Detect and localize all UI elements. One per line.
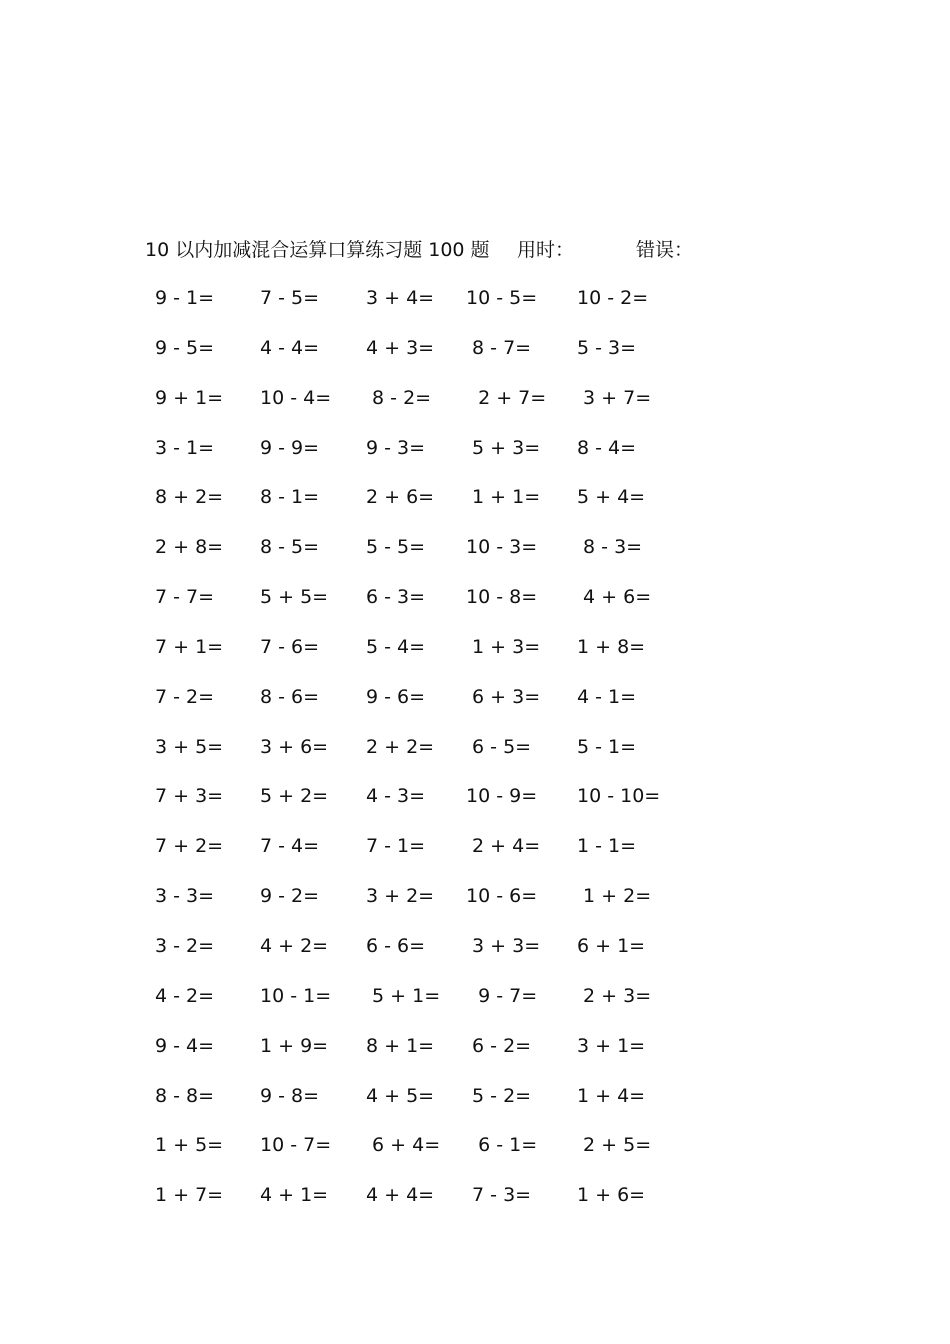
problem-item: 5 + 1= — [366, 984, 441, 1007]
problem-item: 9 - 3= — [366, 436, 426, 459]
worksheet-title: 10 以内加减混合运算口算练习题 100 题 — [145, 239, 490, 261]
problem-row — [145, 283, 705, 333]
problem-item: 4 + 6= — [577, 586, 652, 609]
problem-row — [145, 881, 705, 931]
problem-item: 7 - 6= — [260, 635, 320, 658]
problem-item: 5 - 5= — [366, 536, 426, 559]
problem-item: 10 - 2= — [577, 287, 649, 309]
problem-item: 7 - 2= — [155, 685, 215, 708]
problem-item: 10 - 4= — [260, 386, 332, 409]
problem-item: 6 - 5= — [466, 735, 532, 758]
problem-row — [145, 1130, 705, 1180]
problem-item: 4 + 2= — [260, 934, 329, 957]
problem-item: 8 - 6= — [260, 685, 320, 708]
problem-item: 3 + 2= — [366, 885, 435, 908]
problem-row — [145, 632, 705, 682]
problem-item: 4 + 3= — [366, 336, 435, 359]
problem-item: 2 + 2= — [366, 735, 435, 758]
problem-row — [145, 383, 705, 433]
problem-row — [145, 1081, 705, 1131]
problem-item: 6 - 1= — [466, 1134, 538, 1157]
problem-row — [145, 682, 705, 732]
problem-item: 2 + 7= — [466, 386, 547, 409]
problem-item: 3 - 3= — [155, 885, 215, 908]
problem-item: 2 + 5= — [577, 1134, 652, 1157]
problem-row — [145, 433, 705, 483]
problem-item: 10 - 7= — [260, 1134, 332, 1157]
problem-row — [145, 732, 705, 782]
problem-item: 3 + 5= — [155, 735, 224, 758]
problem-item: 1 + 1= — [466, 486, 541, 509]
problem-item: 5 - 2= — [466, 1084, 532, 1107]
problem-item: 9 - 8= — [260, 1084, 320, 1107]
problem-item: 3 - 2= — [155, 934, 215, 957]
problem-item: 7 - 3= — [466, 1184, 532, 1207]
problem-item: 5 - 3= — [577, 336, 637, 359]
problem-item: 1 + 5= — [155, 1134, 224, 1157]
problem-row — [145, 532, 705, 582]
problem-item: 1 + 6= — [577, 1184, 646, 1207]
problem-item: 6 - 6= — [366, 934, 426, 957]
problem-item: 3 + 4= — [366, 287, 435, 309]
problem-item: 3 + 3= — [466, 934, 541, 957]
problem-item: 2 + 8= — [155, 536, 224, 559]
problem-item: 6 - 2= — [466, 1034, 532, 1057]
problem-item: 3 - 1= — [155, 436, 215, 459]
problem-item: 10 - 3= — [466, 536, 538, 559]
problem-item: 4 + 5= — [366, 1084, 435, 1107]
problem-item: 5 - 1= — [577, 735, 637, 758]
problem-item: 1 + 7= — [155, 1184, 224, 1207]
problem-row — [145, 482, 705, 532]
problem-row — [145, 831, 705, 881]
problem-item: 1 + 9= — [260, 1034, 329, 1057]
problem-item: 9 - 6= — [366, 685, 426, 708]
problem-item: 7 - 7= — [155, 586, 215, 609]
problem-item: 8 - 3= — [577, 536, 643, 559]
problem-item: 9 - 1= — [155, 287, 215, 309]
problem-item: 7 - 5= — [260, 287, 320, 309]
problem-item: 1 + 3= — [466, 635, 541, 658]
problem-item: 8 + 1= — [366, 1034, 435, 1057]
problem-item: 8 - 5= — [260, 536, 320, 559]
problem-item: 8 - 2= — [366, 386, 432, 409]
problem-item: 8 + 2= — [155, 486, 224, 509]
worksheet-header — [145, 236, 745, 264]
problem-item: 5 + 4= — [577, 486, 646, 509]
problem-item: 7 + 3= — [155, 785, 224, 808]
problem-item: 6 + 1= — [577, 934, 646, 957]
problem-item: 6 - 3= — [366, 586, 426, 609]
problem-item: 1 - 1= — [577, 835, 637, 858]
problem-item: 5 + 2= — [260, 785, 329, 808]
problem-item: 9 + 1= — [155, 386, 224, 409]
problem-item: 9 - 2= — [260, 885, 320, 908]
problem-item: 7 + 2= — [155, 835, 224, 858]
problem-item: 4 + 4= — [366, 1184, 435, 1207]
problem-item: 9 - 5= — [155, 336, 215, 359]
problem-item: 4 - 3= — [366, 785, 426, 808]
problem-item: 5 + 5= — [260, 586, 329, 609]
problem-item: 10 - 1= — [260, 984, 332, 1007]
problem-item: 9 - 7= — [466, 984, 538, 1007]
errors-label: 错误： — [636, 239, 694, 261]
problem-item: 3 + 7= — [577, 386, 652, 409]
problem-item: 10 - 10= — [577, 785, 661, 808]
problem-row — [145, 1031, 705, 1081]
problem-item: 3 + 1= — [577, 1034, 646, 1057]
problem-item: 8 - 1= — [260, 486, 320, 509]
problem-item: 4 - 2= — [155, 984, 215, 1007]
problem-row — [145, 582, 705, 632]
problem-row — [145, 981, 705, 1031]
problem-item: 10 - 8= — [466, 586, 538, 609]
problem-item: 1 + 2= — [577, 885, 652, 908]
problem-item: 8 - 4= — [577, 436, 637, 459]
problem-item: 10 - 9= — [466, 785, 538, 808]
problem-item: 6 + 4= — [366, 1134, 441, 1157]
problem-item: 6 + 3= — [466, 685, 541, 708]
problem-item: 10 - 6= — [466, 885, 538, 908]
problem-item: 5 - 4= — [366, 635, 426, 658]
problem-row — [145, 931, 705, 981]
problem-item: 7 - 4= — [260, 835, 320, 858]
problem-item: 4 - 1= — [577, 685, 637, 708]
problem-item: 7 + 1= — [155, 635, 224, 658]
problem-row — [145, 781, 705, 831]
problem-item: 1 + 8= — [577, 635, 646, 658]
problem-item: 4 + 1= — [260, 1184, 329, 1207]
problem-item: 5 + 3= — [466, 436, 541, 459]
time-used-label: 用时： — [517, 239, 575, 261]
problem-item: 2 + 4= — [466, 835, 541, 858]
problem-item: 1 + 4= — [577, 1084, 646, 1107]
problem-item: 9 - 4= — [155, 1034, 215, 1057]
problem-item: 2 + 6= — [366, 486, 435, 509]
problem-grid — [145, 283, 705, 1230]
problem-item: 2 + 3= — [577, 984, 652, 1007]
problem-item: 9 - 9= — [260, 436, 320, 459]
problem-item: 3 + 6= — [260, 735, 329, 758]
problem-row — [145, 1180, 705, 1230]
problem-row — [145, 333, 705, 383]
problem-item: 8 - 8= — [155, 1084, 215, 1107]
problem-item: 8 - 7= — [466, 336, 532, 359]
problem-item: 7 - 1= — [366, 835, 426, 858]
problem-item: 4 - 4= — [260, 336, 320, 359]
problem-item: 10 - 5= — [466, 287, 538, 309]
